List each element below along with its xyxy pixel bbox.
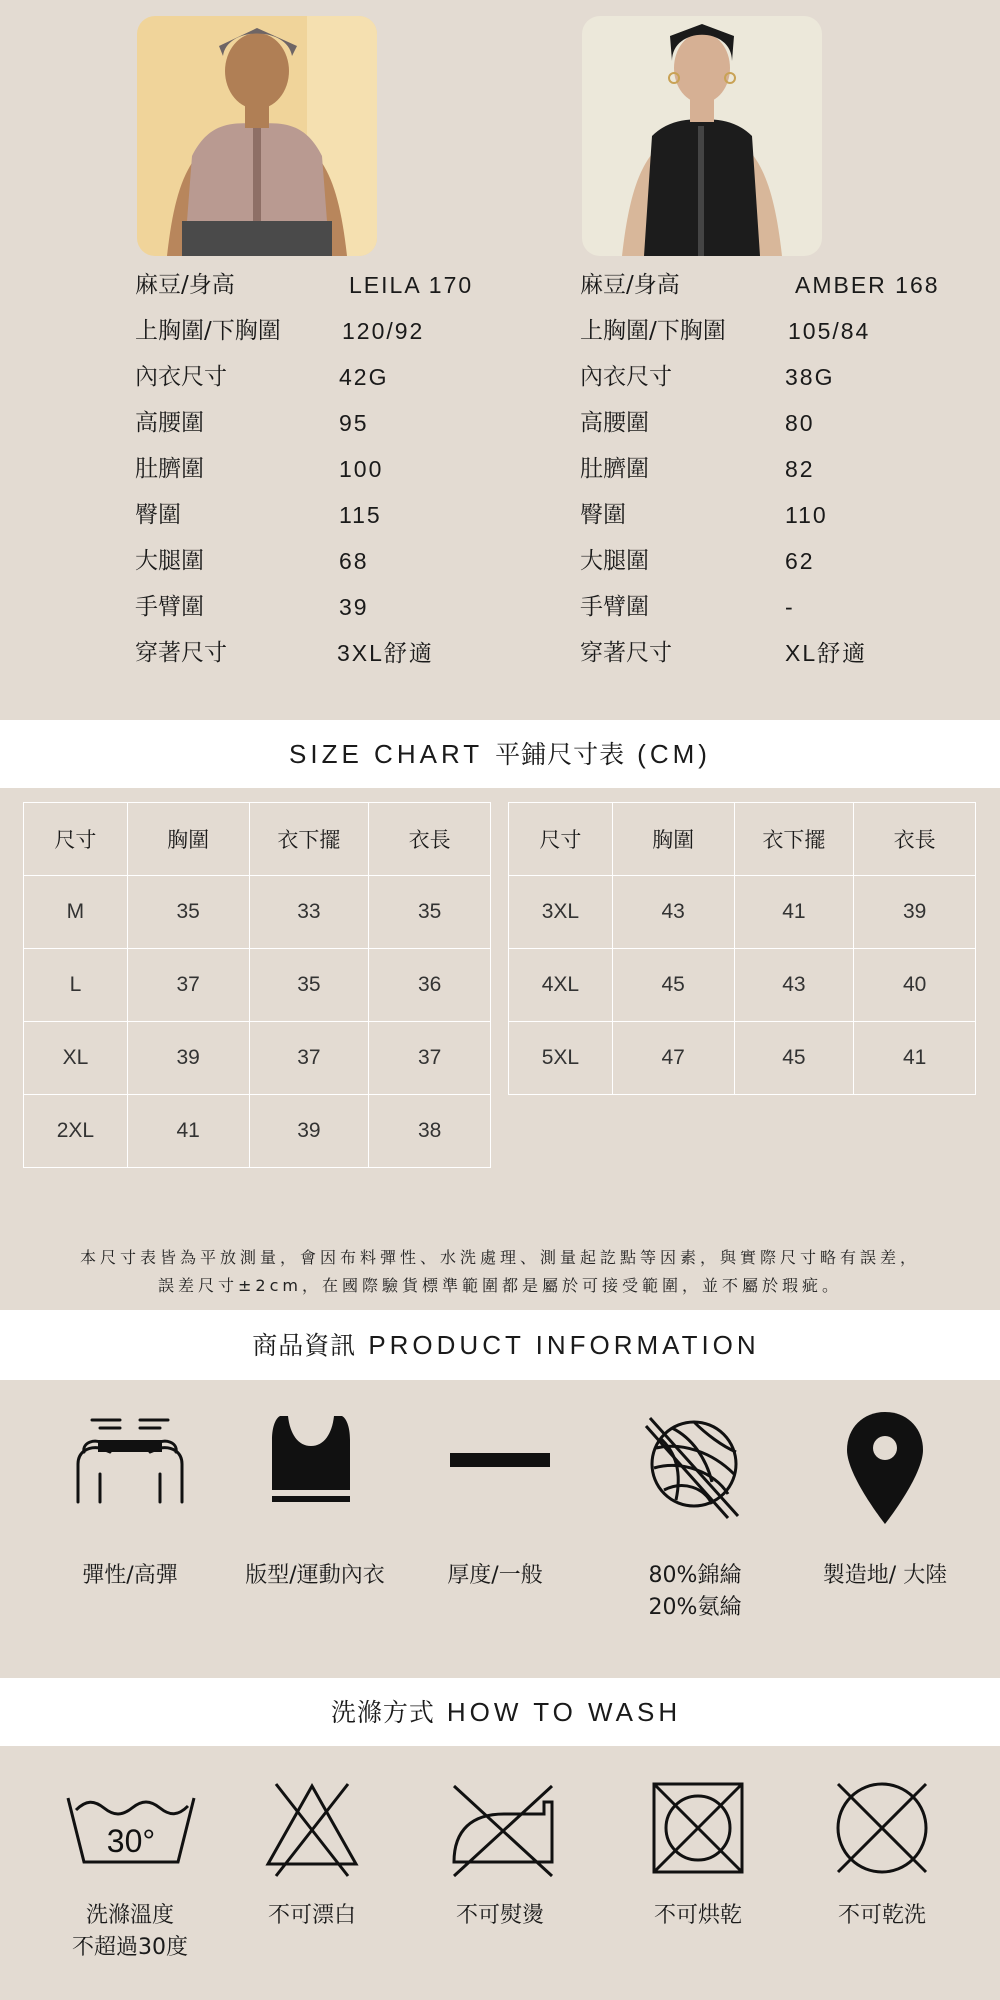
size-chart-unit: (CM): [637, 739, 711, 769]
model-label: 麻豆/身高: [135, 272, 235, 298]
model-label: 上胸圍/下胸圍: [580, 318, 726, 344]
caption-line: 不可熨燙: [455, 1903, 544, 1928]
stretch-band-icon: [70, 1412, 190, 1512]
model-row: [135, 584, 555, 630]
model-value: 3XL舒適: [337, 640, 434, 666]
model-row: [135, 538, 555, 584]
product-info-title-en: PRODUCT INFORMATION: [368, 1330, 760, 1360]
model-value: 39: [339, 594, 369, 620]
wash-temp-label: 30°: [106, 1823, 156, 1859]
table-row: [24, 1095, 491, 1168]
table-cell: 4XL: [509, 949, 613, 1022]
caption-line: 不可烘乾: [653, 1903, 742, 1928]
table-cell: XL: [24, 1022, 128, 1095]
model-row: [135, 630, 555, 676]
header-length: 衣長: [369, 803, 491, 876]
model-row: [580, 354, 1000, 400]
table-cell: 41: [854, 1022, 976, 1095]
model-row: [135, 262, 555, 308]
table-cell: 37: [249, 1022, 369, 1095]
model-value: -: [785, 594, 795, 620]
size-chart-title-zh: 平鋪尺寸表: [495, 740, 626, 769]
model-label: 手臂圍: [580, 594, 649, 620]
wash-title-zh: 洗滌方式: [330, 1698, 435, 1727]
model-value: 42G: [339, 364, 389, 390]
model-label: 手臂圍: [135, 594, 204, 620]
caption-line: 80%錦綸: [648, 1563, 742, 1588]
table-cell: 40: [854, 949, 976, 1022]
sports-bra-icon: [266, 1412, 356, 1512]
model-label: 穿著尺寸: [135, 640, 227, 666]
table-cell: 37: [369, 1022, 491, 1095]
note-line: 誤差尺寸±2cm，在國際驗貨標準範圍都是屬於可接受範圍，並不屬於瑕疵。: [158, 1276, 842, 1295]
measurement-note: [0, 1244, 1000, 1300]
table-cell: 36: [369, 949, 491, 1022]
table-cell: 45: [734, 1022, 854, 1095]
no-iron-icon: [448, 1780, 558, 1880]
wash-30-icon: [64, 1784, 198, 1884]
model-value: AMBER 168: [795, 272, 940, 298]
table-row: [509, 949, 976, 1022]
caption-line: 彈性/高彈: [82, 1563, 178, 1588]
caption-line: 版型/運動內衣: [245, 1563, 385, 1588]
model-label: 內衣尺寸: [135, 364, 227, 390]
table-cell: 3XL: [509, 876, 613, 949]
model-row: [580, 630, 1000, 676]
header-length: 衣長: [854, 803, 976, 876]
wash-caption: [425, 1900, 575, 1932]
model-label: 高腰圍: [580, 410, 649, 436]
model-value: 100: [339, 456, 384, 482]
header-hem: 衣下擺: [734, 803, 854, 876]
table-cell: 2XL: [24, 1095, 128, 1168]
table-cell: 35: [127, 876, 249, 949]
table-cell: 41: [734, 876, 854, 949]
model-row: [135, 400, 555, 446]
table-cell: 37: [127, 949, 249, 1022]
size-table-left: [23, 802, 491, 1168]
caption-line: 厚度/一般: [447, 1563, 543, 1588]
caption-line: 不可漂白: [267, 1903, 356, 1928]
model-value: 120/92: [342, 318, 425, 344]
model-row: [580, 400, 1000, 446]
wash-caption: [807, 1900, 957, 1932]
wash-title-en: HOW TO WASH: [446, 1697, 682, 1727]
model-photo-leila: [137, 16, 377, 256]
model-table-leila: [135, 262, 555, 676]
model-label: 穿著尺寸: [580, 640, 672, 666]
table-row: [24, 1022, 491, 1095]
header-size: 尺寸: [509, 803, 613, 876]
wash-caption: [237, 1900, 387, 1932]
yarn-ball-icon: [642, 1412, 748, 1524]
table-cell: 47: [612, 1022, 734, 1095]
product-info-title-zh: 商品資訊: [252, 1331, 357, 1360]
model-label: 麻豆/身高: [580, 272, 680, 298]
product-caption: [220, 1560, 410, 1592]
table-cell: 39: [854, 876, 976, 949]
model-table-amber: [580, 262, 1000, 676]
location-pin-icon: [845, 1410, 925, 1526]
model-label: 臀圍: [580, 502, 626, 528]
table-cell: 43: [612, 876, 734, 949]
table-cell: 43: [734, 949, 854, 1022]
model-value: LEILA 170: [349, 272, 474, 298]
model-value: 38G: [785, 364, 835, 390]
table-cell: 38: [369, 1095, 491, 1168]
wash-header: [0, 1678, 1000, 1746]
header-size: 尺寸: [24, 803, 128, 876]
table-row: [509, 876, 976, 949]
thickness-line-icon: [450, 1453, 550, 1467]
table-header-row: [509, 803, 976, 876]
table-cell: 35: [249, 949, 369, 1022]
model-value: XL舒適: [785, 640, 868, 666]
model-row: [135, 492, 555, 538]
table-row: [24, 949, 491, 1022]
table-cell: 39: [127, 1022, 249, 1095]
model-row: [580, 446, 1000, 492]
caption-line: 不可乾洗: [837, 1903, 926, 1928]
model-value: 110: [785, 502, 828, 528]
table-cell: 39: [249, 1095, 369, 1168]
model-value: 105/84: [788, 318, 871, 344]
caption-line: 不超過30度: [72, 1935, 188, 1960]
model-row: [580, 538, 1000, 584]
table-row: [24, 876, 491, 949]
model-label: 肚臍圍: [580, 456, 649, 482]
table-cell: 5XL: [509, 1022, 613, 1095]
caption-line: 20%氨綸: [648, 1595, 742, 1620]
size-chart-header: [0, 720, 1000, 788]
size-chart-title-en: SIZE CHART: [289, 739, 484, 769]
no-bleach-icon: [262, 1780, 362, 1880]
model-value: 80: [785, 410, 815, 436]
model-row: [580, 492, 1000, 538]
model-row: [580, 308, 1000, 354]
table-cell: 33: [249, 876, 369, 949]
wash-caption: [50, 1900, 210, 1964]
note-line: 本尺寸表皆為平放測量，會因布料彈性、水洗處理、測量起訖點等因素，與實際尺寸略有誤差，: [79, 1248, 920, 1267]
model-label: 內衣尺寸: [580, 364, 672, 390]
table-cell: 35: [369, 876, 491, 949]
size-table-right: [508, 802, 976, 1095]
product-caption: [55, 1560, 205, 1592]
product-caption: [420, 1560, 570, 1592]
model-label: 大腿圍: [580, 548, 649, 574]
table-cell: 45: [612, 949, 734, 1022]
model-row: [580, 262, 1000, 308]
model-row: [580, 584, 1000, 630]
model-label: 肚臍圍: [135, 456, 204, 482]
model-section: [0, 0, 1000, 720]
caption-line: 製造地/ 大陸: [822, 1563, 948, 1588]
model-row: [135, 308, 555, 354]
table-header-row: [24, 803, 491, 876]
model-value: 62: [785, 548, 815, 574]
model-value: 95: [339, 410, 369, 436]
product-caption: [620, 1560, 770, 1624]
model-label: 臀圍: [135, 502, 181, 528]
model-label: 高腰圍: [135, 410, 204, 436]
model-row: [135, 446, 555, 492]
product-caption: [800, 1560, 970, 1592]
model-value: 68: [339, 548, 369, 574]
wash-caption: [623, 1900, 773, 1932]
table-cell: M: [24, 876, 128, 949]
model-value: 82: [785, 456, 815, 482]
no-dry-clean-icon: [832, 1778, 932, 1878]
header-hem: 衣下擺: [249, 803, 369, 876]
model-label: 大腿圍: [135, 548, 204, 574]
model-photo-amber: [582, 16, 822, 256]
no-tumble-dry-icon: [650, 1780, 746, 1876]
model-row: [135, 354, 555, 400]
model-value: 115: [339, 502, 382, 528]
caption-line: 洗滌溫度: [85, 1903, 174, 1928]
header-chest: 胸圍: [127, 803, 249, 876]
table-cell: 41: [127, 1095, 249, 1168]
model-label: 上胸圍/下胸圍: [135, 318, 281, 344]
table-cell: L: [24, 949, 128, 1022]
product-info-header: [0, 1310, 1000, 1380]
table-row: [509, 1022, 976, 1095]
header-chest: 胸圍: [612, 803, 734, 876]
